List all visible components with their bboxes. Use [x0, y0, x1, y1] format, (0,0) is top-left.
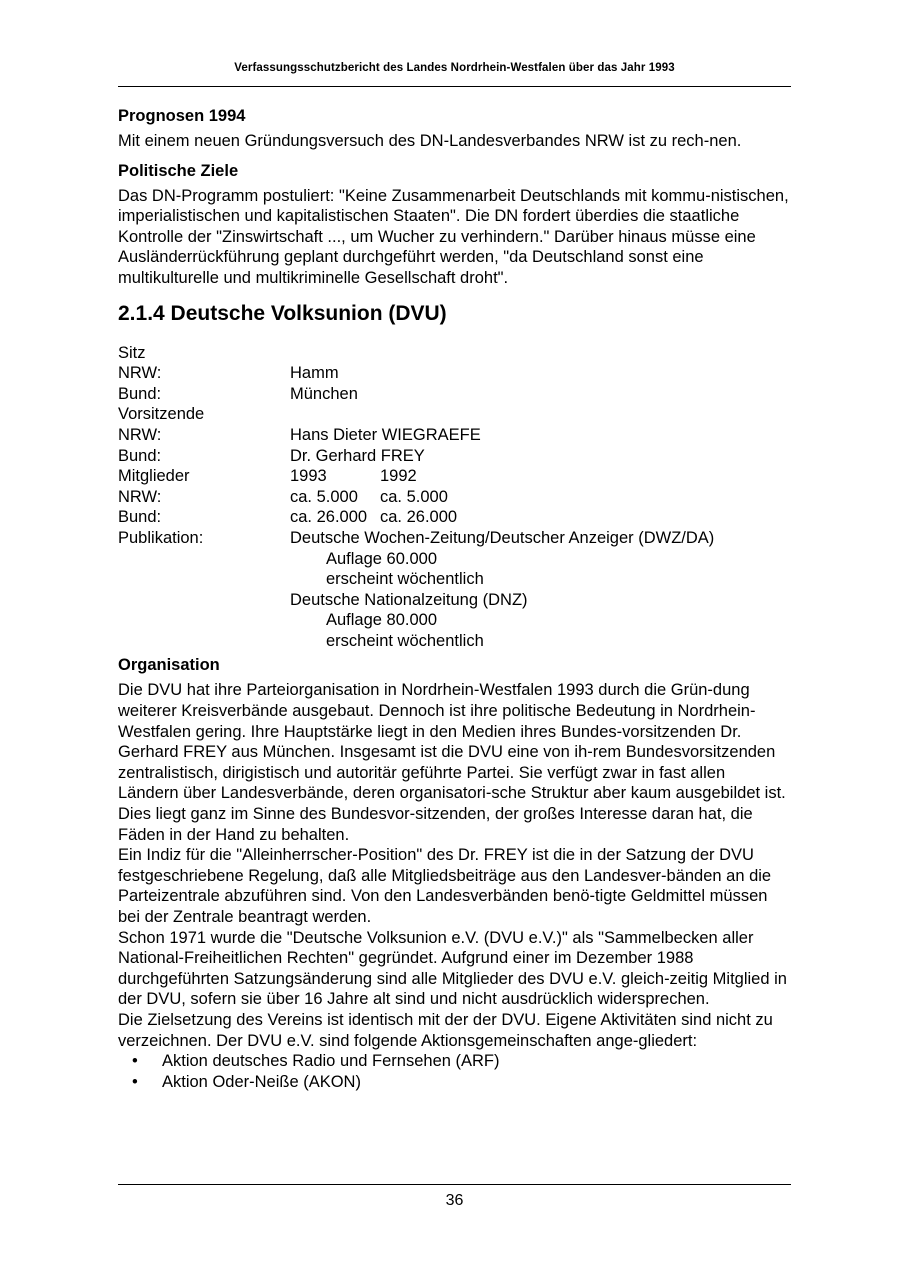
sitz-nrw-label: NRW: — [118, 364, 162, 383]
header-rule — [118, 86, 791, 87]
vors-bund-value: Dr. Gerhard FREY — [290, 446, 425, 465]
sitz-bund-label: Bund: — [118, 384, 162, 403]
mitgl-nrw-1992: ca. 5.000 — [380, 487, 448, 506]
footer-rule — [118, 1184, 791, 1185]
section-title: 2.1.4 Deutsche Volksunion (DVU) — [118, 301, 447, 325]
page-body — [118, 106, 790, 1092]
organisation-heading: Organisation — [118, 656, 220, 675]
list-item: • Aktion Oder-Neiße (AKON) — [118, 1072, 790, 1093]
sitz-label: Sitz — [118, 343, 146, 362]
sitz-bund-value: München — [290, 384, 358, 403]
list-item: • Aktion deutsches Radio und Fernsehen (ARF) — [118, 1051, 790, 1072]
mitgl-bund-1993: ca. 26.000 — [290, 508, 368, 527]
organisation-paragraph-4: Die Zielsetzung des Vereins ist identisch mit der der DVU. Eigene Aktivitäten sind nicht zu verzeichnen. Der DVU e.V. sind folgende Aktionsgemeinschaften ange-gliedert: — [118, 1010, 773, 1050]
mitglieder-label: Mitglieder — [118, 467, 190, 486]
pub2-auflage: Auflage 80.000 — [326, 611, 438, 630]
pub2-erscheint: erscheint wöchentlich — [326, 631, 484, 650]
year-1992: 1992 — [380, 467, 417, 486]
prognosen-heading: Prognosen 1994 — [118, 107, 246, 125]
aktionsgemeinschaften-list — [118, 1051, 790, 1092]
mitgl-nrw-1993: ca. 5.000 — [290, 487, 358, 506]
mitgl-bund-label: Bund: — [118, 508, 162, 527]
mitgl-nrw-label: NRW: — [118, 487, 162, 506]
politische-ziele-heading: Politische Ziele — [118, 161, 239, 180]
running-header: Verfassungsschutzbericht des Landes Nordrhein-Westfalen über das Jahr 1993 — [234, 62, 675, 74]
sitz-nrw-value: Hamm — [290, 364, 339, 383]
pub2-name: Deutsche Nationalzeitung (DNZ) — [290, 590, 528, 609]
vorsitzende-label: Vorsitzende — [118, 405, 205, 424]
vors-nrw-label: NRW: — [118, 425, 162, 444]
year-1993: 1993 — [290, 467, 327, 486]
organisation-paragraph-3: Schon 1971 wurde die "Deutsche Volksunion e.V. (DVU e.V.)" als "Sammelbecken aller National-Freiheitlichen Rechten" gegründet. Aufgrund einer im Dezember 1988 durchgeführten Satzungsänderung sind alle Mitglieder des DVU e.V. gleich-zeitig Mitglied in der DVU, sofern sie über 16 Jahre alt sind und nicht ausdrücklich widersprechen. — [118, 928, 787, 1009]
prognosen-paragraph: Mit einem neuen Gründungsversuch des DN-Landesverbandes NRW ist zu rech-nen. — [118, 132, 742, 150]
pub1-auflage: Auflage 60.000 — [326, 549, 438, 568]
pub1-name: Deutsche Wochen-Zeitung/Deutscher Anzeiger (DWZ/DA) — [290, 528, 715, 547]
page-number: 36 — [445, 1192, 464, 1209]
politische-ziele-paragraph: Das DN-Programm postuliert: "Keine Zusammenarbeit Deutschlands mit kommu-nistischen, imperialistischen und kapitalistischen Staaten". Die DN fordert überdies die staatliche Kontrolle der "Zinswirtschaft ..., um Wucher zu verhindern." Darüber hinaus müsse eine Ausländerrückführung geplant durchgeführt werden, "da Deutschland sonst eine multikulturelle und multikriminelle Gesellschaft droht". — [118, 186, 789, 287]
dvu-fact-sheet — [118, 343, 790, 652]
organisation-paragraph-1: Die DVU hat ihre Parteiorganisation in Nordrhein-Westfalen 1993 durch die Grün-dung weiterer Kreisverbände ausgebaut. Dennoch ist ihre politische Bedeutung in Nordrhein-Westfalen gering. Ihre Hauptstärke liegt in den Medien ihres Bundes-vorsitzenden Dr. Gerhard FREY aus München. Insgesamt ist die DVU eine von ih-rem Bundesvorsitzenden zentralistisch, dirigistisch und autoritär geführte Partei. Sie verfügt zwar in fast allen Ländern über Landesverbände, deren organisatori-sche Struktur aber kaum ausgebildet ist. Dies liegt ganz im Sinne des Bundesvor-sitzenden, der großes Interesse daran hat, die Fäden in der Hand zu behalten. — [118, 681, 786, 844]
publikation-label: Publikation: — [118, 528, 204, 547]
pub1-erscheint: erscheint wöchentlich — [326, 570, 484, 589]
mitgl-bund-1992: ca. 26.000 — [380, 508, 458, 527]
organisation-paragraph-2: Ein Indiz für die "Alleinherrscher-Position" des Dr. FREY ist die in der Satzung der DVU festgeschriebene Regelung, daß alle Mitgliedsbeiträge aus den Landesver-bänden an die Parteizentrale abzuführen sind. Von den Landesverbänden benö-tigte Geldmittel müssen bei der Zentrale beantragt werden. — [118, 846, 772, 926]
vors-bund-label: Bund: — [118, 446, 162, 465]
vors-nrw-value: Hans Dieter WIEGRAEFE — [290, 425, 481, 444]
